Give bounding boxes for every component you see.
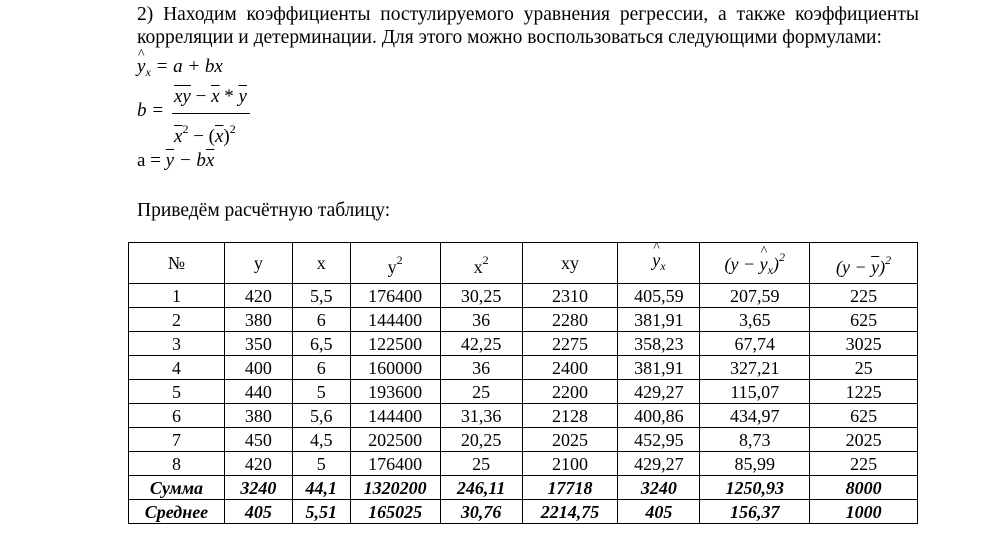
regression-formula <box>137 56 223 83</box>
table-cell: 5 <box>292 452 350 476</box>
a-formula <box>137 150 214 172</box>
table-cell: 176400 <box>350 452 440 476</box>
table-cell: 156,37 <box>700 500 810 524</box>
a-mid: − b <box>174 150 206 171</box>
table-cell: 3025 <box>810 332 918 356</box>
table-cell: 2214,75 <box>522 500 618 524</box>
header-res-close: ) <box>772 253 779 274</box>
table-cell: 4,5 <box>292 428 350 452</box>
table-cell: 6 <box>129 404 225 428</box>
header-dev-sq: 2 <box>885 252 892 267</box>
table-cell: 2128 <box>522 404 618 428</box>
table-cell: 429,27 <box>618 452 700 476</box>
table-cell: 327,21 <box>700 356 810 380</box>
header-x-squared <box>440 243 522 284</box>
table-cell: 3,65 <box>700 308 810 332</box>
table-cell: Среднее <box>129 500 225 524</box>
table-cell: 36 <box>440 308 522 332</box>
table-cell: 2025 <box>522 428 618 452</box>
table-cell: 405 <box>618 500 700 524</box>
table-cell: 6 <box>292 308 350 332</box>
y-mean: $\overline{y}$ <box>238 86 247 107</box>
header-y-hat-symbol: ^ y <box>652 249 660 271</box>
header-y-hat <box>618 243 700 284</box>
header-residual-squared <box>700 243 810 284</box>
table-cell: 3240 <box>224 476 292 500</box>
table-cell: 6,5 <box>292 332 350 356</box>
table-data-row <box>129 356 918 380</box>
header-y-squared-base: y <box>387 256 397 277</box>
table-cell: 30,25 <box>440 284 522 308</box>
header-res-sub: x <box>767 262 773 277</box>
table-cell: 2100 <box>522 452 618 476</box>
header-number: № <box>129 243 225 284</box>
table-cell: 4 <box>129 356 225 380</box>
minus-sign: − <box>190 86 212 107</box>
table-cell: 429,27 <box>618 380 700 404</box>
table-cell: 7 <box>129 428 225 452</box>
den-middle: − ( <box>188 126 215 147</box>
table-cell: 2400 <box>522 356 618 380</box>
den-close: ) <box>223 126 230 147</box>
table-cell: 115,07 <box>700 380 810 404</box>
table-cell: 2025 <box>810 428 918 452</box>
table-cell: 225 <box>810 452 918 476</box>
table-cell: 6 <box>292 356 350 380</box>
table-cell: 350 <box>224 332 292 356</box>
table-cell: 144400 <box>350 404 440 428</box>
b-formula-numerator <box>174 86 247 108</box>
table-cell: 8000 <box>810 476 918 500</box>
header-dev-open: (y − <box>836 256 872 277</box>
table-cell: 420 <box>224 452 292 476</box>
header-x: x <box>292 243 350 284</box>
star-sign: * <box>219 86 239 107</box>
table-cell: 193600 <box>350 380 440 404</box>
table-cell: 440 <box>224 380 292 404</box>
table-header-row <box>129 243 918 284</box>
table-cell: 450 <box>224 428 292 452</box>
table-cell: 625 <box>810 308 918 332</box>
table-cell: 1000 <box>810 500 918 524</box>
xy-mean: $\overline{xy}$ <box>174 86 191 107</box>
table-cell: 2200 <box>522 380 618 404</box>
table-body <box>129 284 918 524</box>
table-data-row <box>129 332 918 356</box>
x-squared-mean: $\overline{x}$ <box>174 126 183 147</box>
table-data-row <box>129 284 918 308</box>
table-data-row <box>129 428 918 452</box>
table-cell: 8,73 <box>700 428 810 452</box>
table-cell: 20,25 <box>440 428 522 452</box>
table-cell: 400 <box>224 356 292 380</box>
table-cell: Сумма <box>129 476 225 500</box>
table-cell: 44,1 <box>292 476 350 500</box>
table-cell: 30,76 <box>440 500 522 524</box>
header-y-squared-exp: 2 <box>396 252 403 267</box>
exponent: 2 <box>182 122 189 136</box>
table-cell: 381,91 <box>618 308 700 332</box>
table-cell: 246,11 <box>440 476 522 500</box>
header-y: y <box>224 243 292 284</box>
table-cell: 380 <box>224 404 292 428</box>
table-data-row <box>129 452 918 476</box>
table-sum-row <box>129 476 918 500</box>
a-x-mean: $\overline{x}$ <box>205 150 215 171</box>
table-data-row <box>129 308 918 332</box>
table-cell: 5 <box>292 380 350 404</box>
table-cell: 420 <box>224 284 292 308</box>
table-cell: 8 <box>129 452 225 476</box>
regression-rhs: = a + bx <box>150 56 223 77</box>
a-lhs: a = <box>137 150 166 171</box>
table-cell: 144400 <box>350 308 440 332</box>
header-res-open: (y − <box>724 253 760 274</box>
y-hat-subscript: x <box>145 65 151 79</box>
header-x-squared-exp: 2 <box>482 252 489 267</box>
fraction-line <box>172 113 250 114</box>
header-res-sq: 2 <box>778 249 785 264</box>
table-cell: 3240 <box>618 476 700 500</box>
table-cell: 405,59 <box>618 284 700 308</box>
intro-paragraph: 2) Находим коэффициенты постулируемого уравнения регрессии, а также коэффициенты корреляции и детерминации. Для этого можно воспользоваться следующими формулами: <box>137 4 919 48</box>
b-formula-denominator <box>174 118 236 148</box>
header-res-yhat: ^ y <box>760 253 768 275</box>
x-mean: $\overline{x}$ <box>211 86 220 107</box>
table-data-row <box>129 380 918 404</box>
table-cell: 380 <box>224 308 292 332</box>
table-cell: 160000 <box>350 356 440 380</box>
table-cell: 17718 <box>522 476 618 500</box>
b-formula-lhs: b = <box>137 100 165 121</box>
table-cell: 36 <box>440 356 522 380</box>
header-dev-close: ) <box>879 256 886 277</box>
table-cell: 1250,93 <box>700 476 810 500</box>
table-cell: 67,74 <box>700 332 810 356</box>
table-cell: 5,6 <box>292 404 350 428</box>
table-cell: 2310 <box>522 284 618 308</box>
table-cell: 405 <box>224 500 292 524</box>
header-deviation-squared <box>810 243 918 284</box>
a-y-mean: $\overline{y}$ <box>165 150 175 171</box>
table-cell: 225 <box>810 284 918 308</box>
table-cell: 434,97 <box>700 404 810 428</box>
table-cell: 25 <box>810 356 918 380</box>
table-cell: 452,95 <box>618 428 700 452</box>
table-cell: 207,59 <box>700 284 810 308</box>
table-cell: 2 <box>129 308 225 332</box>
table-cell: 2275 <box>522 332 618 356</box>
table-data-row <box>129 404 918 428</box>
calculation-table <box>128 242 918 524</box>
table-cell: 85,99 <box>700 452 810 476</box>
table-cell: 31,36 <box>440 404 522 428</box>
table-cell: 1 <box>129 284 225 308</box>
table-cell: 5,51 <box>292 500 350 524</box>
table-cell: 25 <box>440 452 522 476</box>
header-x-squared-base: x <box>473 256 483 277</box>
table-intro: Приведём расчётную таблицу: <box>137 200 391 221</box>
table-cell: 1320200 <box>350 476 440 500</box>
table-cell: 202500 <box>350 428 440 452</box>
table-cell: 2280 <box>522 308 618 332</box>
header-xy: xy <box>522 243 618 284</box>
header-dev-ybar: $\overline{y}$ <box>871 256 880 277</box>
table-cell: 122500 <box>350 332 440 356</box>
table-cell: 400,86 <box>618 404 700 428</box>
table-cell: 358,23 <box>618 332 700 356</box>
table-cell: 5 <box>129 380 225 404</box>
exponent-2: 2 <box>229 122 236 136</box>
table-cell: 381,91 <box>618 356 700 380</box>
table-cell: 625 <box>810 404 918 428</box>
x-mean-den: $\overline{x}$ <box>214 126 224 147</box>
header-y-hat-sub: x <box>660 259 666 273</box>
table-cell: 1225 <box>810 380 918 404</box>
table-cell: 165025 <box>350 500 440 524</box>
header-y-squared <box>350 243 440 284</box>
y-hat-symbol: ^ y <box>137 56 145 78</box>
table-cell: 176400 <box>350 284 440 308</box>
table-cell: 3 <box>129 332 225 356</box>
table-cell: 5,5 <box>292 284 350 308</box>
table-cell: 42,25 <box>440 332 522 356</box>
table-cell: 25 <box>440 380 522 404</box>
table-mean-row <box>129 500 918 524</box>
